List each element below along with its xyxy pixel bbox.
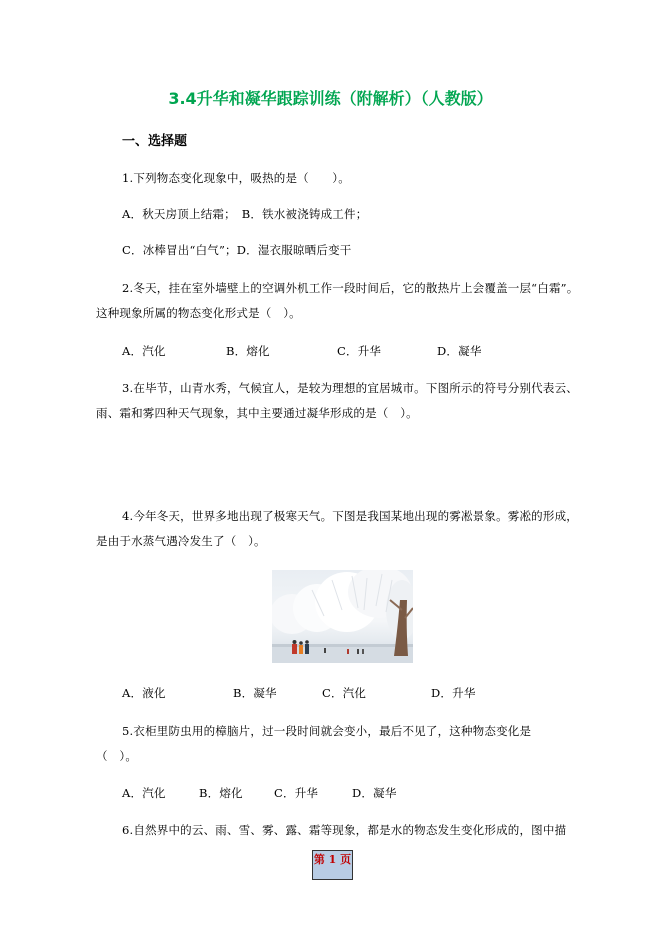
question-2-option-b: B．熔化 <box>226 344 270 358</box>
question-1-options-line-1: A．秋天房顶上结霜； B．铁水被浇铸成工件； <box>122 207 368 221</box>
question-1-stem: 1.下列物态变化现象中，吸热的是（ ）。 <box>122 171 350 185</box>
question-2-stem-line-2: 这种现象所属的物态变化形式是（ ）。 <box>96 306 301 320</box>
question-5-option-b: B．熔化 <box>199 786 243 800</box>
section-heading: 一、选择题 <box>122 134 188 149</box>
page-number-badge <box>312 850 353 880</box>
question-4-stem-line-2: 是由于水蒸气遇冷发生了（ ）。 <box>96 534 266 548</box>
document-title: 3.4升华和凝华跟踪训练（附解析）（人教版） <box>168 89 493 108</box>
question-5-option-c: C．升华 <box>274 786 319 800</box>
question-4-option-c: C．汽化 <box>322 686 367 700</box>
question-1-options-line-2: C．冰棒冒出“白气”；D．湿衣服晾晒后变干 <box>122 243 352 257</box>
question-3-stem-line-1: 3.在毕节，山青水秀，气候宜人，是较为理想的宜居城市。下图所示的符号分别代表云、 <box>122 381 578 395</box>
question-5-stem-line-1: 5.衣柜里防虫用的樟脑片，过一段时间就会变小，最后不见了，这种物态变化是 <box>122 724 532 738</box>
question-2-option-a: A．汽化 <box>122 344 166 358</box>
question-3-stem-line-2: 雨、霜和雾四种天气现象，其中主要通过凝华形成的是（ ）。 <box>96 406 418 420</box>
question-4-option-d: D．升华 <box>431 686 476 700</box>
question-6-stem-line-1: 6.自然界中的云、雨、雪、雾、露、霜等现象，都是水的物态发生变化形成的，图中描 <box>122 823 567 837</box>
question-4-option-b: B．凝华 <box>233 686 277 700</box>
question-4-option-a: A．液化 <box>122 686 166 700</box>
question-2-option-d: D．凝华 <box>437 344 482 358</box>
question-2-option-c: C．升华 <box>337 344 382 358</box>
question-5-option-a: A．汽化 <box>122 786 166 800</box>
question-5-option-d: D．凝华 <box>352 786 397 800</box>
question-2-stem-line-1: 2.冬天，挂在室外墙壁上的空调外机工作一段时间后，它的散热片上会覆盖一层“白霜”。 <box>122 281 579 295</box>
question-5-stem-line-2: （ ）。 <box>96 749 138 763</box>
rime-ice-photo <box>272 570 413 663</box>
page-number-label: 第 1 页 <box>313 853 352 866</box>
question-4-stem-line-1: 4.今年冬天，世界多地出现了极寒天气。下图是我国某地出现的雾凇景象。雾凇的形成， <box>122 509 578 523</box>
